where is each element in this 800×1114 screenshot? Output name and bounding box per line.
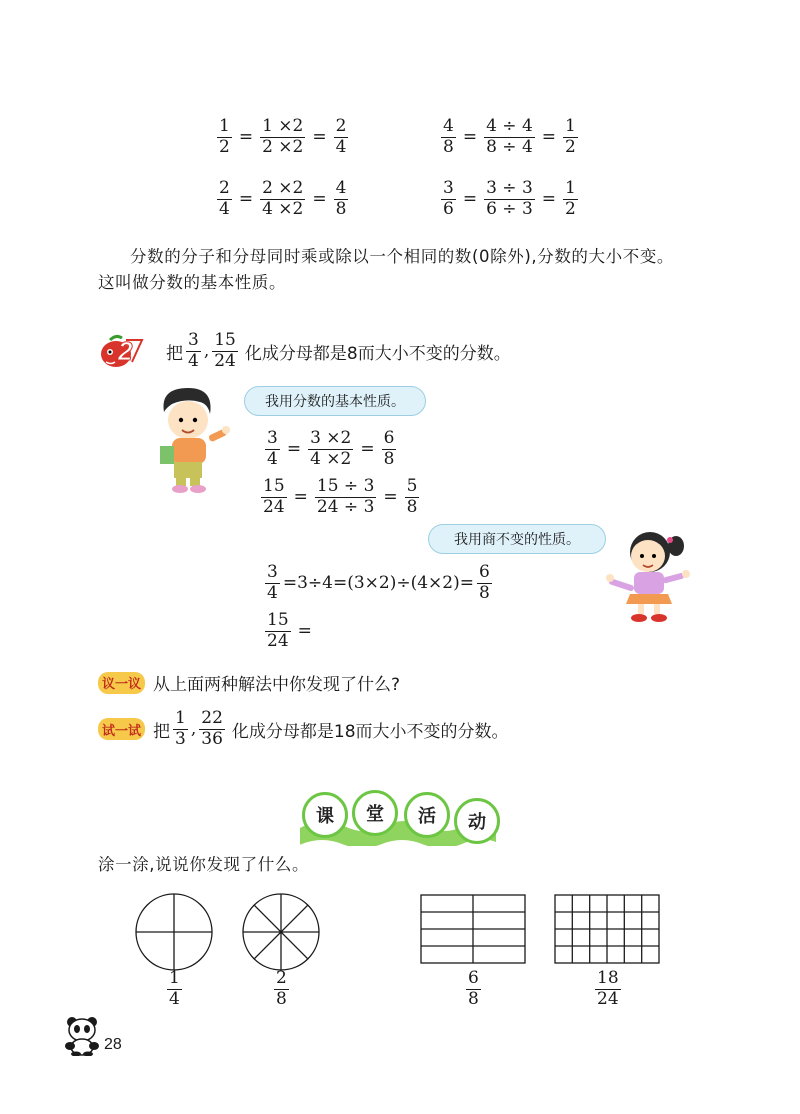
fraction: $\frac{3}{4}$ [267,562,278,603]
girl-illustration [606,524,692,624]
fraction: $\frac{15}{24}$ [263,476,285,517]
class-activity-banner [300,790,500,846]
color-task: 涂一涂,说说你发现了什么。 [98,855,310,874]
try-tag: 试一试 [98,718,145,740]
equation-3: $\frac{2}{4}$ = $\frac{2 \times 2}{4 \times 2}$ = $\frac{4}{8}$ [219,178,347,219]
fraction: $\frac{4}{8}$ [335,178,347,219]
circle-quarters-figure [134,892,214,972]
boy-work-line-1: $\frac{3}{4}$ = $\frac{3 \times 2}{4 \times 2}$ = $\frac{6}{8}$ [267,428,395,469]
fraction: $\frac{1}{4}$ [169,968,180,1009]
fraction: $\frac{3}{6}$ [443,178,454,219]
equation-1: $\frac{1}{2}$ = $\frac{1 \times 2}{2 \times 2}$ = $\frac{2}{4}$ [219,116,347,157]
fraction: $\frac{2}{8}$ [276,968,287,1009]
fraction: $\frac{4}{8}$ [443,116,454,157]
property-statement: 分数的分子和分母同时乘或除以一个相同的数(0除外),分数的大小不变。 这叫做分数的基本性质。 [98,247,675,292]
fraction: $\frac{15 \div 3}{24 \div 3}$ [316,476,375,517]
figure-label-1 [164,970,185,1009]
activity-char-3: 活 [404,792,450,838]
fraction: $\frac{3}{4}$ [267,428,278,469]
figure-label-3 [463,970,484,1009]
fraction: $\frac{3 \times 2}{4 \times 2}$ [310,428,352,469]
rectangle-eighths-figure [420,894,526,964]
fraction: $\frac{6}{8}$ [468,968,479,1009]
activity-char-4: 动 [454,798,500,844]
fraction: $\frac{4 \div 4}{8 \div 4}$ [486,116,533,157]
fraction: $\frac{1}{2}$ [219,116,230,157]
grid-twentyfourths-figure [554,894,660,964]
fraction: $\frac{3}{4}$ [188,330,199,371]
fraction: $\frac{1}{2}$ [565,178,576,219]
fraction: $\frac{1 \times 2}{2 \times 2}$ [262,116,304,157]
girl-speech-bubble: 我用商不变的性质。 [428,524,606,554]
figure-label-2 [271,970,292,1009]
fraction: $\frac{6}{8}$ [383,428,395,469]
fraction: $\frac{5}{8}$ [406,476,418,517]
fraction: $\frac{1}{2}$ [565,116,576,157]
page-number: 28 [104,1036,122,1053]
equation-4: $\frac{3}{6}$ = $\frac{3 \div 3}{6 \div 3}$ = $\frac{1}{2}$ [443,178,576,219]
try-prompt: 试一试 把 $\frac{1}{3}$ , $\frac{22}{36}$ 化成分母都是18而大小不变的分数。 [98,710,509,749]
fraction: $\frac{2 \times 2}{4 \times 2}$ [262,178,304,219]
equation-2: $\frac{4}{8}$ = $\frac{4 \div 4}{8 \div 4}$ = $\frac{1}{2}$ [443,116,576,157]
example-2-badge-icon: 2 [96,332,148,372]
fraction: $\frac{1}{3}$ [175,708,186,749]
panda-icon [64,1016,102,1056]
fraction: $\frac{2}{4}$ [335,116,347,157]
fraction: $\frac{2}{4}$ [219,178,230,219]
discuss-tag: 议一议 [98,672,145,694]
boy-speech-bubble: 我用分数的基本性质。 [244,386,426,416]
figure-label-4 [592,970,624,1009]
activity-char-1: 课 [302,792,348,838]
fraction: $\frac{15}{24}$ [214,330,236,371]
girl-work-line-1: $\frac{3}{4}$ =3÷4=(3×2)÷(4×2)= $\frac{6}{8}$ [267,562,490,603]
boy-work-line-2: $\frac{15}{24}$ = $\frac{15 \div 3}{24 \div 3}$ = $\frac{5}{8}$ [263,476,418,517]
girl-work-line-2: $\frac{15}{24}$ = [267,610,312,651]
fraction: $\frac{15}{24}$ [267,610,289,651]
fraction: $\frac{18}{24}$ [597,968,619,1009]
fraction: $\frac{3 \div 3}{6 \div 3}$ [486,178,533,219]
discuss-prompt: 议一议 从上面两种解法中你发现了什么? [98,670,400,695]
boy-illustration [150,386,230,494]
fraction: $\frac{22}{36}$ [201,708,223,749]
fraction: $\frac{6}{8}$ [478,562,490,603]
activity-char-2: 堂 [352,790,398,836]
example-2-prompt: 把 $\frac{3}{4}$ , $\frac{15}{24}$ 化成分母都是8而大小不变的分数。 [166,330,511,371]
circle-eighths-figure [241,892,321,972]
